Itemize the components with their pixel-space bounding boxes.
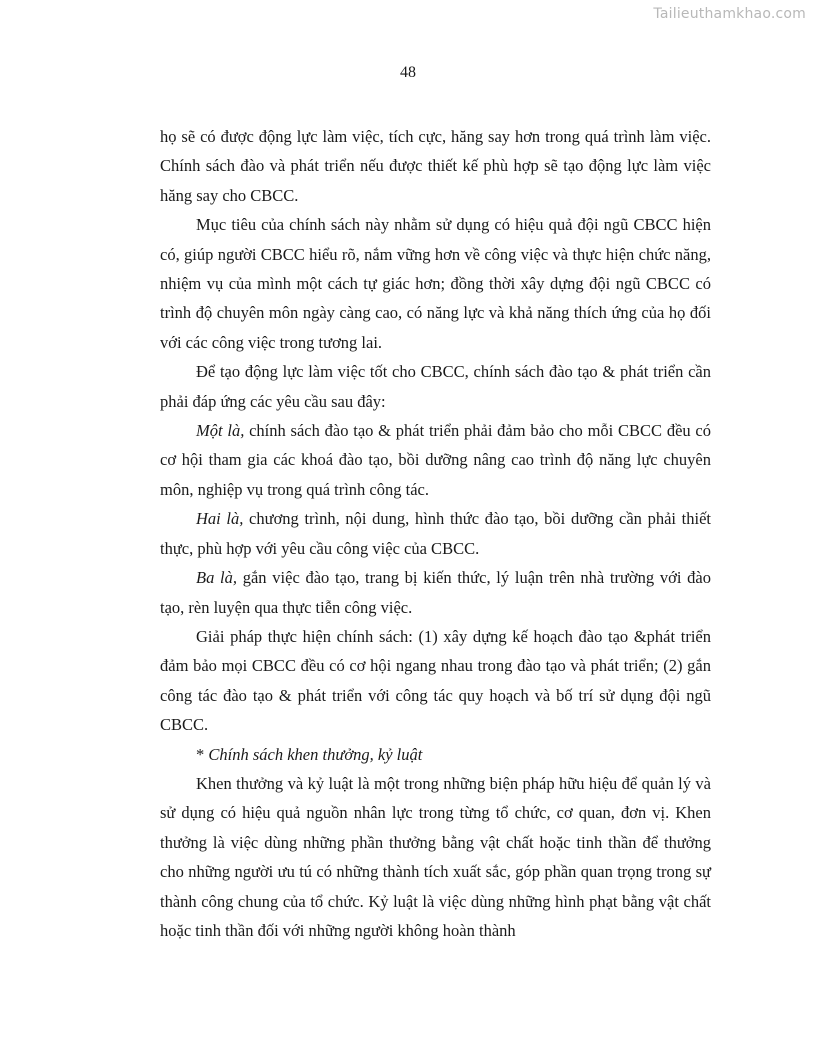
requirement-one-lead: Một là, bbox=[196, 421, 245, 441]
document-body bbox=[160, 122, 711, 945]
requirement-two-lead: Hai là, bbox=[196, 509, 244, 529]
paragraph-requirement-three bbox=[160, 563, 711, 622]
paragraph-objectives: Mục tiêu của chính sách này nhằm sử dụng có hiệu quả đội ngũ CBCC hiện có, giúp người CBCC hiểu rõ, nắm vững hơn về công việc và thực hiện chức năng, nhiệm vụ của mình một cách tự giác hơn; đồng thời xây dựng đội ngũ CBCC có trình độ chuyên môn ngày càng cao, có năng lực và khả năng thích ứng của họ đối với các công việc trong tương lai. bbox=[160, 215, 711, 352]
paragraph-solutions: Giải pháp thực hiện chính sách: (1) xây dựng kế hoạch đào tạo &phát triển đảm bảo mọi CBCC đều có cơ hội ngang nhau trong đào tạo và phát triển; (2) gắn công tác đào tạo & phát triển với công tác quy hoạch và bố trí sử dụng đội ngũ CBCC. bbox=[160, 626, 711, 735]
watermark: Tailieuthamkhao.com bbox=[653, 6, 806, 22]
paragraph-continuation: họ sẽ có được động lực làm việc, tích cực, hăng say hơn trong quá trình làm việc. Chính sách đào và phát triển nếu được thiết kế phù hợp sẽ tạo động lực làm việc hăng say cho CBCC. bbox=[160, 127, 711, 205]
paragraph-requirement-one bbox=[160, 416, 711, 504]
paragraph-requirement-two bbox=[160, 504, 711, 563]
paragraph-rewards-discipline: Khen thưởng và kỷ luật là một trong những biện pháp hữu hiệu để quản lý và sử dụng có hiệu quả nguồn nhân lực trong từng tổ chức, cơ quan, đơn vị. Khen thưởng là việc dùng những phần thưởng bằng vật chất hoặc tinh thần để thưởng cho những người ưu tú có những thành tích xuất sắc, góp phần quan trọng trong sự thành công chung của tổ chức. Kỷ luật là việc dùng những hình phạt bằng vật chất hoặc tinh thần đối với những người không hoàn thành bbox=[160, 773, 711, 940]
page-number: 48 bbox=[400, 64, 416, 81]
requirement-two-text: chương trình, nội dung, hình thức đào tạo, bồi dưỡng cần phải thiết thực, phù hợp với yêu cầu công việc của CBCC. bbox=[160, 509, 711, 558]
section-heading bbox=[160, 740, 711, 769]
paragraph-requirements-intro: Để tạo động lực làm việc tốt cho CBCC, chính sách đào tạo & phát triển cần phải đáp ứng các yêu cầu sau đây: bbox=[160, 362, 711, 411]
requirement-three-text: gắn việc đào tạo, trang bị kiến thức, lý luận trên nhà trường với đào tạo, rèn luyện qua thực tiễn công việc. bbox=[160, 568, 711, 617]
requirement-one-text: chính sách đào tạo & phát triển phải đảm bảo cho mỗi CBCC đều có cơ hội tham gia các khoá đào tạo, bồi dưỡng nâng cao trình độ năng lực chuyên môn, nghiệp vụ trong quá trình công tác. bbox=[160, 421, 711, 499]
section-heading-text: Chính sách khen thưởng, kỷ luật bbox=[208, 744, 423, 764]
requirement-three-lead: Ba là, bbox=[196, 568, 238, 588]
section-heading-bullet: * bbox=[196, 744, 209, 764]
